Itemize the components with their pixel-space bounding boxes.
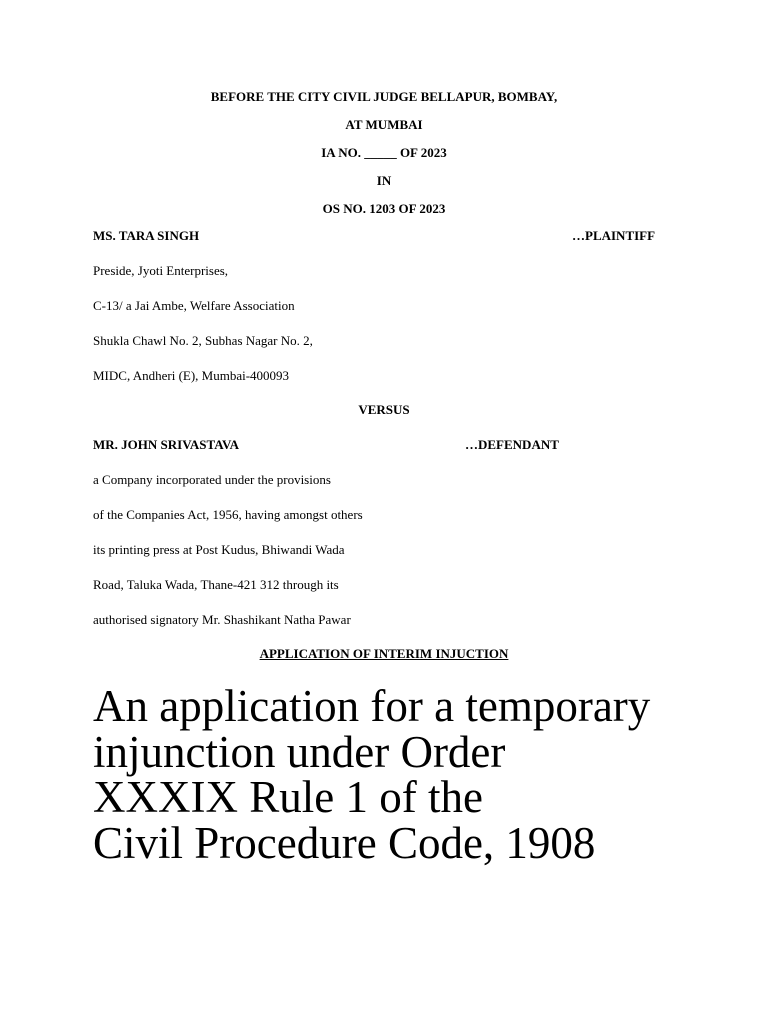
plaintiff-address-line: MIDC, Andheri (E), Mumbai-400093 — [93, 368, 290, 383]
plaintiff-name: MS. TARA SINGH — [93, 228, 200, 243]
plaintiff-address-line: Preside, Jyoti Enterprises, — [93, 263, 229, 278]
versus-label: VERSUS — [358, 402, 410, 417]
defendant-description-line: a Company incorporated under the provisions — [93, 472, 331, 487]
application-heading-line: An application for a temporary — [93, 681, 651, 731]
os-number: OS NO. 1203 OF 2023 — [322, 201, 446, 216]
application-heading-line: Civil Procedure Code, 1908 — [93, 817, 596, 868]
defendant-description-line: of the Companies Act, 1956, having amongst others — [93, 507, 363, 522]
court-location: AT MUMBAI — [345, 117, 423, 132]
defendant-description-line: authorised signatory Mr. Shashikant Natha Pawar — [93, 612, 351, 627]
defendant-description-line: Road, Taluka Wada, Thane-421 312 through its — [93, 577, 339, 592]
application-heading-line: injunction under Order — [93, 726, 506, 777]
ia-number: IA NO. _____ OF 2023 — [321, 145, 447, 160]
plaintiff-role: …PLAINTIFF — [572, 228, 656, 243]
plaintiff-address-line: C-13/ a Jai Ambe, Welfare Association — [93, 298, 295, 313]
application-heading-line: XXXIX Rule 1 of the — [93, 772, 483, 822]
plaintiff-address-line: Shukla Chawl No. 2, Subhas Nagar No. 2, — [93, 333, 313, 348]
defendant-description-line: its printing press at Post Kudus, Bhiwandi Wada — [93, 542, 345, 557]
defendant-name: MR. JOHN SRIVASTAVA — [93, 437, 240, 452]
court-heading: BEFORE THE CITY CIVIL JUDGE BELLAPUR, BOMBAY, — [210, 89, 558, 104]
in-connector: IN — [376, 173, 392, 188]
application-heading — [93, 681, 651, 868]
application-title: APPLICATION OF INTERIM INJUCTION — [259, 646, 509, 661]
defendant-role: …DEFENDANT — [465, 437, 559, 452]
